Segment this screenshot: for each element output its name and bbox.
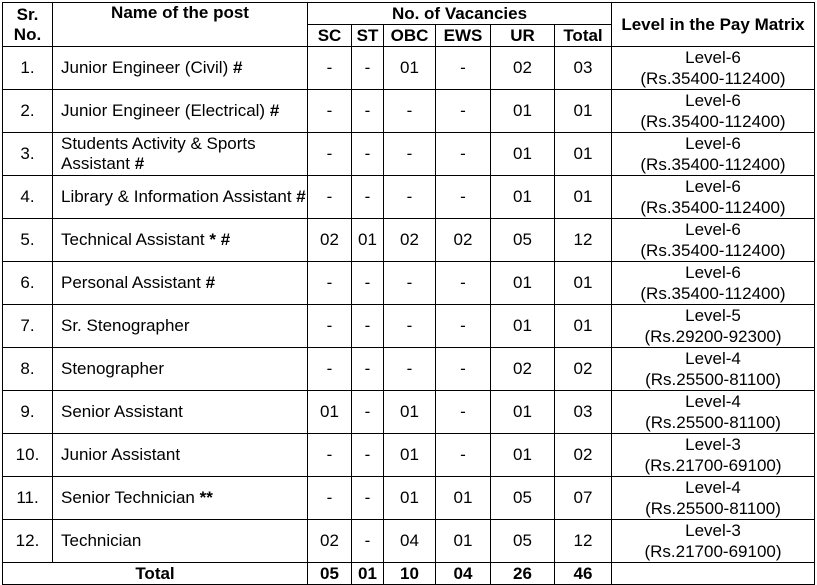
sc-cell: - xyxy=(308,90,352,133)
post-name: Technical Assistant xyxy=(61,230,205,249)
post-name-cell xyxy=(53,219,308,262)
obc-cell: - xyxy=(384,348,436,391)
table-row xyxy=(3,90,815,133)
sr-no-cell: 2. xyxy=(3,90,53,133)
ur-cell: 05 xyxy=(491,520,555,563)
obc-cell: - xyxy=(384,90,436,133)
pay-level: Level-6 xyxy=(685,134,741,153)
pay-range: (Rs.25500-81100) xyxy=(645,370,781,389)
sr-no-cell: 7. xyxy=(3,305,53,348)
sc-cell: - xyxy=(308,133,352,176)
st-cell: - xyxy=(352,176,384,219)
total-cell: 01 xyxy=(555,305,612,348)
total-label: Total xyxy=(3,563,308,585)
pay-level-cell xyxy=(612,262,815,305)
header-post-name: Name of the post xyxy=(53,3,308,47)
sc-cell: 01 xyxy=(308,391,352,434)
st-cell: - xyxy=(352,305,384,348)
post-marker: # xyxy=(205,273,216,292)
header-st: ST xyxy=(352,25,384,47)
obc-cell: - xyxy=(384,305,436,348)
pay-level-cell xyxy=(612,348,815,391)
total-cell: 01 xyxy=(555,133,612,176)
ur-cell: 05 xyxy=(491,477,555,520)
post-marker: * # xyxy=(209,230,231,249)
pay-level-cell xyxy=(612,176,815,219)
pay-level: Level-6 xyxy=(685,48,741,67)
post-name: Sr. Stenographer xyxy=(61,316,190,335)
post-marker: # xyxy=(232,58,243,77)
post-name: Junior Assistant xyxy=(61,445,181,464)
total-ur: 26 xyxy=(491,563,555,585)
obc-cell: - xyxy=(384,262,436,305)
sr-no-cell: 1. xyxy=(3,47,53,90)
pay-level: Level-3 xyxy=(685,435,741,454)
post-name: Technician xyxy=(61,531,142,550)
post-name-cell xyxy=(53,47,308,90)
total-cell: 12 xyxy=(555,219,612,262)
pay-level: Level-6 xyxy=(685,220,741,239)
pay-range: (Rs.35400-112400) xyxy=(640,241,786,260)
total-total: 46 xyxy=(555,563,612,585)
ur-cell: 01 xyxy=(491,133,555,176)
sc-cell: - xyxy=(308,348,352,391)
sc-cell: - xyxy=(308,434,352,477)
sr-no-cell: 3. xyxy=(3,133,53,176)
pay-level-cell xyxy=(612,434,815,477)
total-cell: 02 xyxy=(555,348,612,391)
ews-cell: - xyxy=(436,90,491,133)
st-cell: - xyxy=(352,90,384,133)
sc-cell: - xyxy=(308,47,352,90)
sc-cell: 02 xyxy=(308,520,352,563)
ur-cell: 01 xyxy=(491,305,555,348)
table-row xyxy=(3,434,815,477)
pay-level-cell xyxy=(612,90,815,133)
post-name-cell xyxy=(53,391,308,434)
sc-cell: - xyxy=(308,477,352,520)
header-vacancies: No. of Vacancies xyxy=(308,3,612,25)
pay-level: Level-4 xyxy=(685,478,741,497)
total-cell: 03 xyxy=(555,47,612,90)
st-cell: - xyxy=(352,262,384,305)
ur-cell: 01 xyxy=(491,90,555,133)
pay-range: (Rs.35400-112400) xyxy=(640,155,786,174)
st-cell: - xyxy=(352,47,384,90)
obc-cell: - xyxy=(384,133,436,176)
sr-no-cell: 4. xyxy=(3,176,53,219)
post-marker: # xyxy=(134,154,145,173)
pay-range: (Rs.21700-69100) xyxy=(644,542,782,561)
st-cell: - xyxy=(352,520,384,563)
pay-level: Level-4 xyxy=(685,392,741,411)
st-cell: - xyxy=(352,391,384,434)
total-cell: 01 xyxy=(555,90,612,133)
post-name-cell xyxy=(53,262,308,305)
vacancy-table xyxy=(2,2,815,585)
sc-cell: - xyxy=(308,305,352,348)
pay-level-cell xyxy=(612,520,815,563)
post-name: Senior Assistant xyxy=(61,402,183,421)
sc-cell: - xyxy=(308,176,352,219)
pay-level-cell xyxy=(612,219,815,262)
pay-level-cell xyxy=(612,305,815,348)
header-ur: UR xyxy=(491,25,555,47)
pay-level-cell xyxy=(612,47,815,90)
post-name-cell xyxy=(53,520,308,563)
ur-cell: 01 xyxy=(491,434,555,477)
post-name: Junior Engineer (Civil) xyxy=(61,58,229,77)
post-name: Stenographer xyxy=(61,359,165,378)
header-obc: OBC xyxy=(384,25,436,47)
post-name-cell xyxy=(53,133,308,176)
post-name-cell xyxy=(53,434,308,477)
sr-no-cell: 10. xyxy=(3,434,53,477)
table-row xyxy=(3,391,815,434)
table-row xyxy=(3,47,815,90)
post-marker: ** xyxy=(199,488,213,507)
sr-no-cell: 9. xyxy=(3,391,53,434)
sr-no-cell: 5. xyxy=(3,219,53,262)
total-cell: 01 xyxy=(555,262,612,305)
header-total: Total xyxy=(555,25,612,47)
pay-range: (Rs.35400-112400) xyxy=(640,284,786,303)
pay-range: (Rs.25500-81100) xyxy=(645,413,781,432)
total-row xyxy=(3,563,815,585)
pay-level-cell xyxy=(612,133,815,176)
total-cell: 03 xyxy=(555,391,612,434)
pay-range: (Rs.25500-81100) xyxy=(645,499,781,518)
pay-level: Level-5 xyxy=(685,306,741,325)
pay-level: Level-3 xyxy=(685,521,741,540)
obc-cell: 02 xyxy=(384,219,436,262)
total-cell: 07 xyxy=(555,477,612,520)
post-name-cell xyxy=(53,176,308,219)
sr-no-cell: 6. xyxy=(3,262,53,305)
sc-cell: 02 xyxy=(308,219,352,262)
pay-level: Level-4 xyxy=(685,349,741,368)
post-marker: # xyxy=(269,101,280,120)
total-ews: 04 xyxy=(436,563,491,585)
ews-cell: 01 xyxy=(436,520,491,563)
post-marker: # xyxy=(296,187,306,206)
ur-cell: 01 xyxy=(491,176,555,219)
table-row xyxy=(3,262,815,305)
pay-level-cell xyxy=(612,391,815,434)
total-st: 01 xyxy=(352,563,384,585)
ews-cell: - xyxy=(436,305,491,348)
ur-cell: 02 xyxy=(491,348,555,391)
total-sc: 05 xyxy=(308,563,352,585)
obc-cell: 04 xyxy=(384,520,436,563)
ews-cell: 01 xyxy=(436,477,491,520)
header-pay-level: Level in the Pay Matrix xyxy=(612,3,815,47)
pay-range: (Rs.29200-92300) xyxy=(644,327,782,346)
ews-cell: 02 xyxy=(436,219,491,262)
ur-cell: 02 xyxy=(491,47,555,90)
header-ews: EWS xyxy=(436,25,491,47)
obc-cell: 01 xyxy=(384,391,436,434)
ur-cell: 05 xyxy=(491,219,555,262)
st-cell: - xyxy=(352,133,384,176)
post-name-cell xyxy=(53,477,308,520)
post-name: Students Activity & Sports Assistant xyxy=(61,134,256,173)
post-name: Senior Technician xyxy=(61,488,195,507)
header-sc: SC xyxy=(308,25,352,47)
ews-cell: - xyxy=(436,434,491,477)
table-row xyxy=(3,176,815,219)
total-cell: 12 xyxy=(555,520,612,563)
post-name: Personal Assistant xyxy=(61,273,201,292)
ews-cell: - xyxy=(436,47,491,90)
total-obc: 10 xyxy=(384,563,436,585)
post-name-cell xyxy=(53,348,308,391)
table-row xyxy=(3,348,815,391)
pay-range: (Rs.35400-112400) xyxy=(640,198,786,217)
ur-cell: 01 xyxy=(491,391,555,434)
post-name-cell xyxy=(53,90,308,133)
st-cell: - xyxy=(352,477,384,520)
obc-cell: 01 xyxy=(384,47,436,90)
pay-level: Level-6 xyxy=(685,91,741,110)
st-cell: - xyxy=(352,434,384,477)
table-row xyxy=(3,520,815,563)
sr-no-cell: 12. xyxy=(3,520,53,563)
pay-range: (Rs.35400-112400) xyxy=(640,69,786,88)
pay-range: (Rs.35400-112400) xyxy=(640,112,786,131)
total-cell: 02 xyxy=(555,434,612,477)
pay-level: Level-6 xyxy=(685,177,741,196)
ews-cell: - xyxy=(436,262,491,305)
obc-cell: - xyxy=(384,176,436,219)
ur-cell: 01 xyxy=(491,262,555,305)
ews-cell: - xyxy=(436,176,491,219)
total-pay-empty xyxy=(612,563,815,585)
ews-cell: - xyxy=(436,133,491,176)
table-row xyxy=(3,477,815,520)
header-sr-no: Sr. No. xyxy=(3,3,53,47)
obc-cell: 01 xyxy=(384,434,436,477)
sc-cell: - xyxy=(308,262,352,305)
sr-no-cell: 8. xyxy=(3,348,53,391)
table-row xyxy=(3,133,815,176)
pay-level-cell xyxy=(612,477,815,520)
st-cell: 01 xyxy=(352,219,384,262)
sr-no-cell: 11. xyxy=(3,477,53,520)
pay-level: Level-6 xyxy=(685,263,741,282)
st-cell: - xyxy=(352,348,384,391)
table-row xyxy=(3,219,815,262)
total-cell: 01 xyxy=(555,176,612,219)
table-row xyxy=(3,305,815,348)
ews-cell: - xyxy=(436,391,491,434)
pay-range: (Rs.21700-69100) xyxy=(644,456,782,475)
post-name: Library & Information Assistant xyxy=(61,187,292,206)
post-name: Junior Engineer (Electrical) xyxy=(61,101,266,120)
ews-cell: - xyxy=(436,348,491,391)
post-name-cell xyxy=(53,305,308,348)
obc-cell: 01 xyxy=(384,477,436,520)
